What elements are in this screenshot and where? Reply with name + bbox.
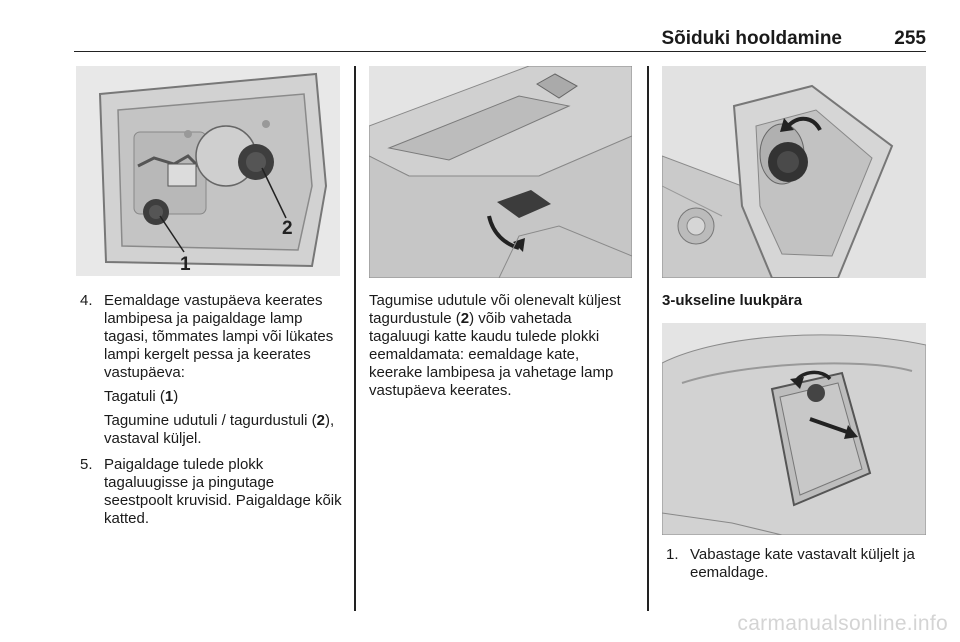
tailgate-cover-illustration: [369, 66, 632, 278]
step-number: 4.: [80, 292, 93, 309]
step-substep-tail-light: Tagatuli (1): [104, 388, 179, 405]
steps-col3: [666, 546, 928, 582]
steps-col1: [80, 292, 342, 528]
step-5: [80, 456, 342, 528]
step-text: Eemaldage vastupäeva keerates lambipesa ja paigaldage lamp tagasi, tõmmates lampi või lükates lampi kergelt pessa ja keerates vastupäeva:: [104, 292, 334, 381]
column-divider-2: [647, 66, 649, 611]
step-text: Paigaldage tulede plokk tagaluugisse ja pingutage seestpoolt kruvisid. Paigaldage kõik katted.: [104, 456, 342, 527]
page-header: [74, 24, 926, 52]
tail-lamp-illustration: [76, 66, 340, 276]
step-text: Vabastage kate vastavalt küljelt ja eemaldage.: [690, 546, 915, 581]
hatchback-cover-illustration: [662, 323, 926, 535]
section-title: Sõiduki hooldamine: [661, 28, 842, 49]
step-number: 1.: [666, 546, 679, 563]
step-4: [80, 292, 342, 448]
step-substep-fog-reverse-light: Tagumine udutuli / tagurdustuli (2), vastaval küljel.: [104, 412, 335, 447]
column-divider-1: [354, 66, 356, 611]
watermark: carmanualsonline.info: [737, 612, 948, 635]
page-number: 255: [894, 28, 926, 49]
bulb-socket-illustration: [662, 66, 926, 278]
callout-2: 2: [282, 218, 293, 239]
tailgate-cover-paragraph: Tagumise udutule või olenevalt küljest tagurdustule (2) võib vahetada tagaluugi katte kaudu tulede plokki eemaldamata: eemaldage kate, keerake lambipesa ja vahetage lamp vastupäeva keerates.: [369, 292, 621, 399]
step-1: [666, 546, 928, 582]
callout-1: 1: [180, 254, 191, 275]
hatchback-subheading: 3-ukseline luukpära: [662, 292, 803, 309]
step-number: 5.: [80, 456, 93, 473]
